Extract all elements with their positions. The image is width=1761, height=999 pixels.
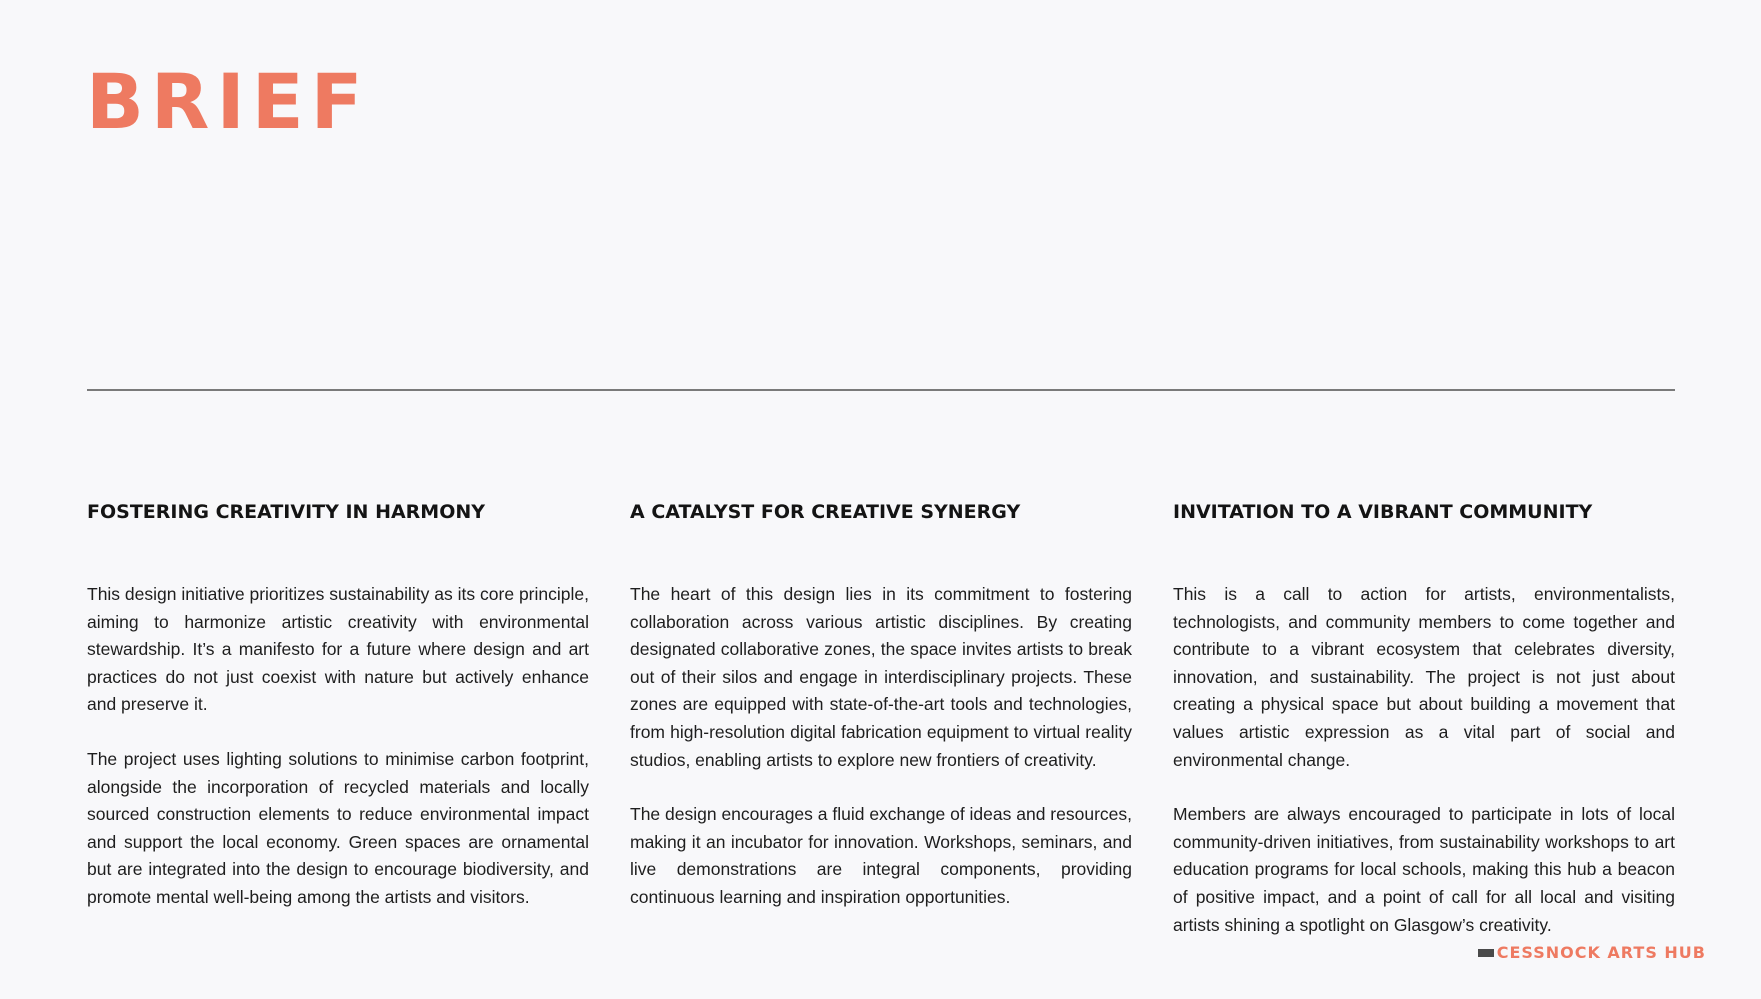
column-vibrant-community [1173,500,1675,939]
column-fostering-creativity [87,500,589,912]
page-title: BRIEF [86,57,370,146]
brand-name: CESSNOCK ARTS HUB [1496,943,1706,962]
body-paragraph: This is a call to action for artists, environmentalists, technologists, and community members to come together and contribute to a vibrant ecosystem that celebrates diversity, innovation, and sustainability. The project is not just about creating a physical space but about building a movement that values artistic expression as a vital part of social and environmental change. [1173,584,1675,770]
column-creative-synergy [630,500,1132,912]
body-paragraph: The design encourages a fluid exchange of ideas and resources, making it an incubator for innovation. Workshops, seminars, and live demonstrations are integral components, providing continuous learning and inspiration opportunities. [630,804,1132,907]
body-paragraph: This design initiative prioritizes sustainability as its core principle, aiming to harmonize artistic creativity with environmental stewardship. It’s a manifesto for a future where design and art practices do not just coexist with nature but actively enhance and preserve it. [87,584,589,715]
brand-mark-icon [1478,949,1494,957]
body-paragraph: The heart of this design lies in its commitment to fostering collaboration across various artistic disciplines. By creating designated collaborative zones, the space invites artists to break out of their silos and engage in interdisciplinary projects. These zones are equipped with state-of-the-art tools and technologies, from high-resolution digital fabrication equipment to virtual reality studios, enabling artists to explore new frontiers of creativity. [630,584,1132,770]
section-heading: INVITATION TO A VIBRANT COMMUNITY [1173,501,1593,523]
body-paragraph: The project uses lighting solutions to minimise carbon footprint, alongside the incorporation of recycled materials and locally sourced construction elements to reduce environmental impact and support the local economy. Green spaces are ornamental but are integrated into the design to encourage biodiversity, and promote mental well-being among the artists and visitors. [87,748,589,907]
brand-footer [1478,943,1706,962]
divider [87,389,1675,391]
body-paragraph: Members are always encouraged to participate in lots of local community-driven initiatives, from sustainability workshops to art education programs for local schools, making this hub a beacon of positive impact, and a point of call for all local and visiting artists shining a spotlight on Glasgow’s creativity. [1173,804,1675,935]
section-heading: A CATALYST FOR CREATIVE SYNERGY [630,501,1021,523]
section-heading: FOSTERING CREATIVITY IN HARMONY [87,501,486,523]
